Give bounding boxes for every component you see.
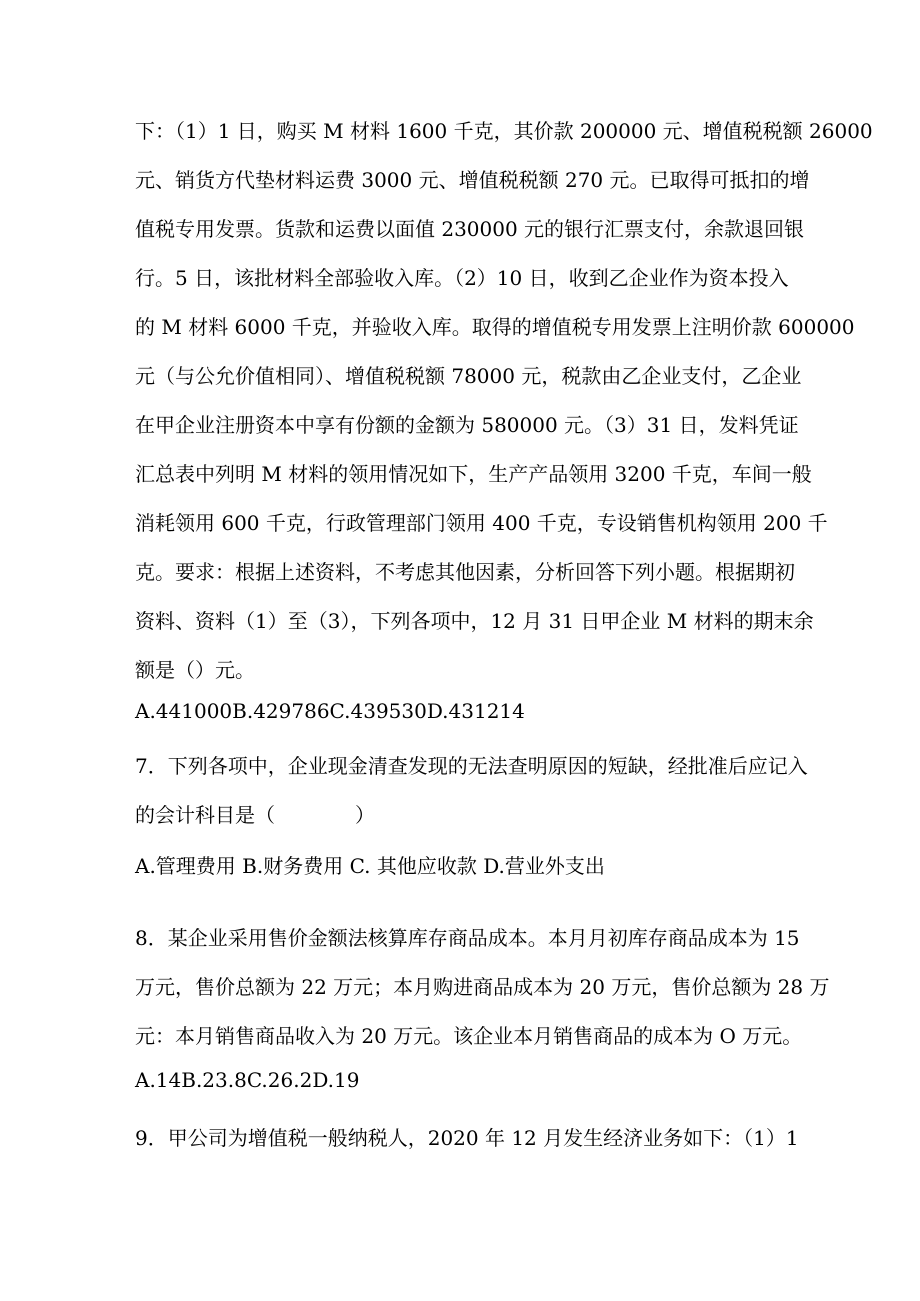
q6-text-line: 消耗领用 600 千克，行政管理部门领用 400 千克，专设销售机构领用 200 千 [135,511,828,535]
q6-text-line: 额是（）元。 [135,658,255,682]
q9-text-line: 9．甲公司为增值税一般纳税人，2020 年 12 月发生经济业务如下：（1）1 [135,1126,799,1150]
q6-text-line: 资料、资料（1）至（3），下列各项中，12 月 31 日甲企业 M 材料的期末余 [135,609,814,633]
q6-text-line: 下：（1）1 日，购买 M 材料 1600 千克，其价款 200000 元、增值税税额 26000 [135,119,873,143]
q6-text-line: 克。要求：根据上述资料，不考虑其他因素，分析回答下列小题。根据期初 [135,560,795,584]
q8-options: A.14B.23.8C.26.2D.19 [135,1068,360,1092]
q6-text-line: 值税专用发票。货款和运费以面值 230000 元的银行汇票支付，余款退回银 [135,217,805,241]
q6-options: A.441000B.429786C.439530D.431214 [135,699,525,723]
q6-text-line: 元（与公允价值相同）、增值税税额 78000 元，税款由乙企业支付，乙企业 [135,364,802,388]
q6-text-line: 的 M 材料 6000 千克，并验收入库。取得的增值税专用发票上注明价款 600000 [135,315,855,339]
q7-text-line: 7．下列各项中，企业现金清查发现的无法查明原因的短缺，经批准后应记入 [135,754,808,778]
q6-text-line: 在甲企业注册资本中享有份额的金额为 580000 元。（3）31 日，发料凭证 [135,413,799,437]
q8-text-line: 万元，售价总额为 22 万元；本月购进商品成本为 20 万元，售价总额为 28 万 [135,975,830,999]
q8-text-line: 8．某企业采用售价金额法核算库存商品成本。本月月初库存商品成本为 15 [135,926,800,950]
q8-text-line: 元：本月销售商品收入为 20 万元。该企业本月销售商品的成本为 O 万元。 [135,1024,803,1048]
q7-options: A.管理费用 B.财务费用 C. 其他应收款 D.营业外支出 [135,854,605,878]
q6-text-line: 行。5 日，该批材料全部验收入库。（2）10 日，收到乙企业作为资本投入 [135,266,789,290]
q7-text-line: 的会计科目是（ ） [135,803,375,827]
q6-text-line: 汇总表中列明 M 材料的领用情况如下，生产产品领用 3200 千克，车间一般 [135,462,812,486]
q6-text-line: 元、销货方代垫材料运费 3000 元、增值税税额 270 元。已取得可抵扣的增 [135,168,810,192]
